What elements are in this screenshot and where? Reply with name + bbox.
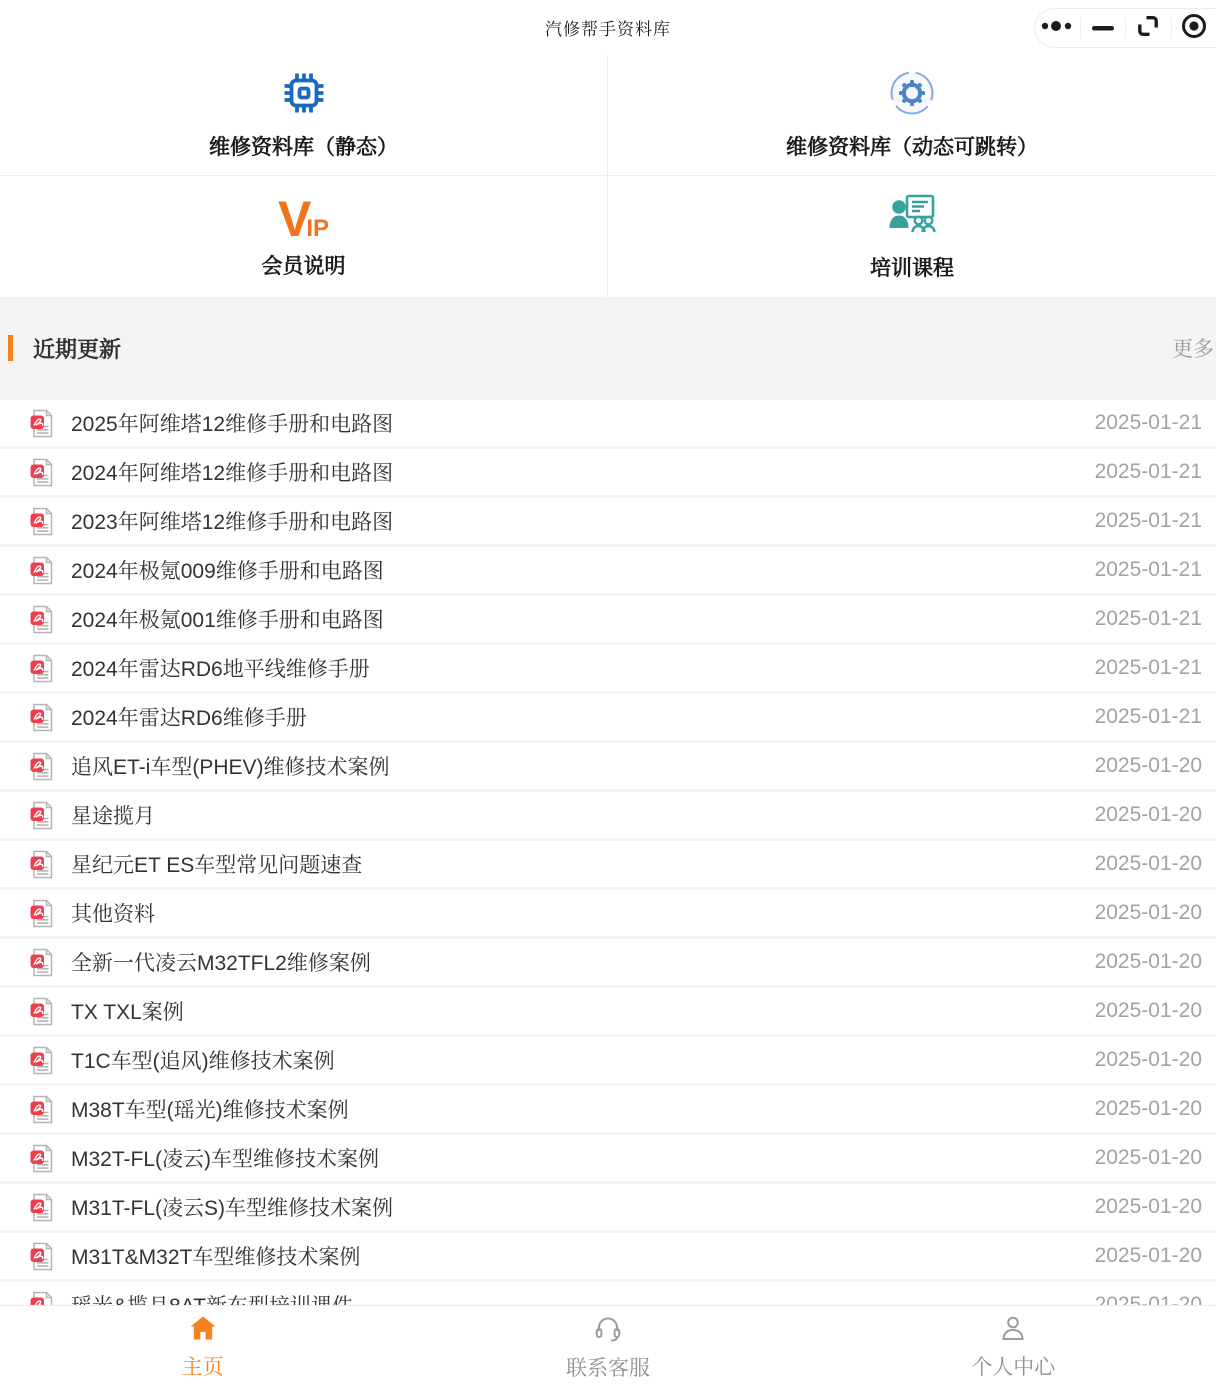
- pdf-file-icon: [30, 654, 55, 683]
- record-icon: [1181, 13, 1207, 44]
- pdf-file-icon: [30, 1095, 55, 1124]
- pdf-file-icon: [30, 409, 55, 438]
- document-date: 2025-01-20: [1095, 803, 1202, 827]
- document-row[interactable]: [0, 1086, 1216, 1132]
- section-title: 近期更新: [33, 333, 121, 364]
- record-button[interactable]: [1172, 9, 1216, 47]
- document-row[interactable]: [0, 694, 1216, 740]
- document-title: 全新一代凌云M32TFL2维修案例: [71, 947, 1083, 977]
- document-date: 2025-01-21: [1095, 460, 1202, 484]
- gear-circle-icon: [888, 69, 936, 122]
- navbar: [0, 0, 1216, 55]
- document-row[interactable]: [0, 1037, 1216, 1083]
- feature-membership[interactable]: [0, 176, 608, 297]
- feature-label: 培训课程: [870, 252, 954, 282]
- document-date: 2025-01-21: [1095, 558, 1202, 582]
- document-row[interactable]: [0, 498, 1216, 544]
- document-date: 2025-01-20: [1095, 1195, 1202, 1219]
- pdf-file-icon: [30, 801, 55, 830]
- document-date: 2025-01-21: [1095, 411, 1202, 435]
- feature-label: 维修资料库（动态可跳转）: [786, 131, 1038, 161]
- pdf-file-icon: [30, 458, 55, 487]
- tab-label: 个人中心: [971, 1351, 1055, 1381]
- pdf-file-icon: [30, 850, 55, 879]
- tab-label: 主页: [182, 1351, 224, 1381]
- more-menu-button[interactable]: [1035, 9, 1080, 47]
- document-row[interactable]: [0, 645, 1216, 691]
- document-date: 2025-01-20: [1095, 1048, 1202, 1072]
- document-row[interactable]: [0, 890, 1216, 936]
- feature-label: 会员说明: [262, 250, 346, 280]
- document-row[interactable]: [0, 1233, 1216, 1279]
- document-date: 2025-01-20: [1095, 1244, 1202, 1268]
- recent-list: [0, 400, 1216, 1328]
- document-title: 星纪元ET ES车型常见问题速查: [71, 849, 1083, 879]
- document-row[interactable]: [0, 400, 1216, 446]
- feature-training[interactable]: [608, 176, 1216, 297]
- document-row[interactable]: [0, 1135, 1216, 1181]
- document-title: M31T-FL(凌云S)车型维修技术案例: [71, 1192, 1083, 1222]
- capsule-controls: [1034, 8, 1216, 48]
- document-title: 星途揽月: [71, 800, 1083, 830]
- document-title: 其他资料: [71, 898, 1083, 928]
- tab-personal-center[interactable]: [811, 1306, 1216, 1395]
- document-title: 追风ET-i车型(PHEV)维修技术案例: [71, 751, 1083, 781]
- page-title: 汽修帮手资料库: [0, 0, 1216, 55]
- ellipsis-icon: [1040, 19, 1074, 38]
- section-header: [0, 333, 1216, 363]
- feature-static-library[interactable]: [0, 55, 608, 176]
- restore-icon: [1136, 14, 1160, 43]
- document-row[interactable]: [0, 743, 1216, 789]
- document-title: 2024年雷达RD6维修手册: [71, 702, 1083, 732]
- pdf-file-icon: [30, 899, 55, 928]
- feature-dynamic-library[interactable]: [608, 55, 1216, 176]
- document-title: 2023年阿维塔12维修手册和电路图: [71, 506, 1083, 536]
- user-icon: [1000, 1315, 1026, 1346]
- document-date: 2025-01-20: [1095, 950, 1202, 974]
- pdf-file-icon: [30, 1144, 55, 1173]
- document-row[interactable]: [0, 792, 1216, 838]
- document-date: 2025-01-21: [1095, 656, 1202, 680]
- chip-icon: [280, 69, 328, 122]
- tabbar: [0, 1305, 1216, 1395]
- document-title: 2025年阿维塔12维修手册和电路图: [71, 408, 1083, 438]
- pdf-file-icon: [30, 1242, 55, 1271]
- pdf-file-icon: [30, 1193, 55, 1222]
- document-row[interactable]: [0, 547, 1216, 593]
- more-link[interactable]: 更多: [1172, 333, 1214, 363]
- document-row[interactable]: [0, 596, 1216, 642]
- document-row[interactable]: [0, 939, 1216, 985]
- document-title: M32T-FL(凌云)车型维修技术案例: [71, 1143, 1083, 1173]
- document-date: 2025-01-21: [1095, 705, 1202, 729]
- accent-bar: [8, 335, 13, 361]
- document-date: 2025-01-20: [1095, 852, 1202, 876]
- minimize-button[interactable]: [1081, 9, 1126, 47]
- pdf-file-icon: [30, 605, 55, 634]
- document-title: 2024年阿维塔12维修手册和电路图: [71, 457, 1083, 487]
- pdf-file-icon: [30, 1046, 55, 1075]
- document-row[interactable]: [0, 449, 1216, 495]
- recent-updates-section: [0, 297, 1216, 1328]
- document-date: 2025-01-20: [1095, 901, 1202, 925]
- pdf-file-icon: [30, 752, 55, 781]
- document-row[interactable]: [0, 841, 1216, 887]
- document-title: 2024年雷达RD6地平线维修手册: [71, 653, 1083, 683]
- restore-button[interactable]: [1126, 9, 1171, 47]
- document-date: 2025-01-21: [1095, 509, 1202, 533]
- document-date: 2025-01-20: [1095, 754, 1202, 778]
- tab-contact-support[interactable]: [405, 1306, 810, 1395]
- vip-icon: V IP: [278, 193, 329, 241]
- pdf-file-icon: [30, 507, 55, 536]
- pdf-file-icon: [30, 556, 55, 585]
- feature-label: 维修资料库（静态）: [209, 131, 398, 161]
- tab-home[interactable]: [0, 1306, 405, 1395]
- pdf-file-icon: [30, 703, 55, 732]
- headset-icon: [594, 1315, 622, 1347]
- document-title: 2024年极氪001维修手册和电路图: [71, 604, 1083, 634]
- document-date: 2025-01-20: [1095, 1146, 1202, 1170]
- pdf-file-icon: [30, 948, 55, 977]
- document-title: 2024年极氪009维修手册和电路图: [71, 555, 1083, 585]
- document-date: 2025-01-20: [1095, 999, 1202, 1023]
- document-title: M38T车型(瑶光)维修技术案例: [71, 1094, 1083, 1124]
- home-icon: [189, 1315, 217, 1346]
- document-row[interactable]: [0, 988, 1216, 1034]
- feature-grid: [0, 55, 1216, 297]
- document-title: T1C车型(追风)维修技术案例: [71, 1045, 1083, 1075]
- document-date: 2025-01-20: [1095, 1097, 1202, 1121]
- training-icon: [887, 192, 937, 243]
- document-row[interactable]: [0, 1184, 1216, 1230]
- pdf-file-icon: [30, 997, 55, 1026]
- tab-label: 联系客服: [566, 1352, 650, 1382]
- document-title: M31T&M32T车型维修技术案例: [71, 1241, 1083, 1271]
- document-title: TX TXL案例: [71, 996, 1083, 1026]
- minimize-icon: [1091, 19, 1115, 37]
- document-date: 2025-01-21: [1095, 607, 1202, 631]
